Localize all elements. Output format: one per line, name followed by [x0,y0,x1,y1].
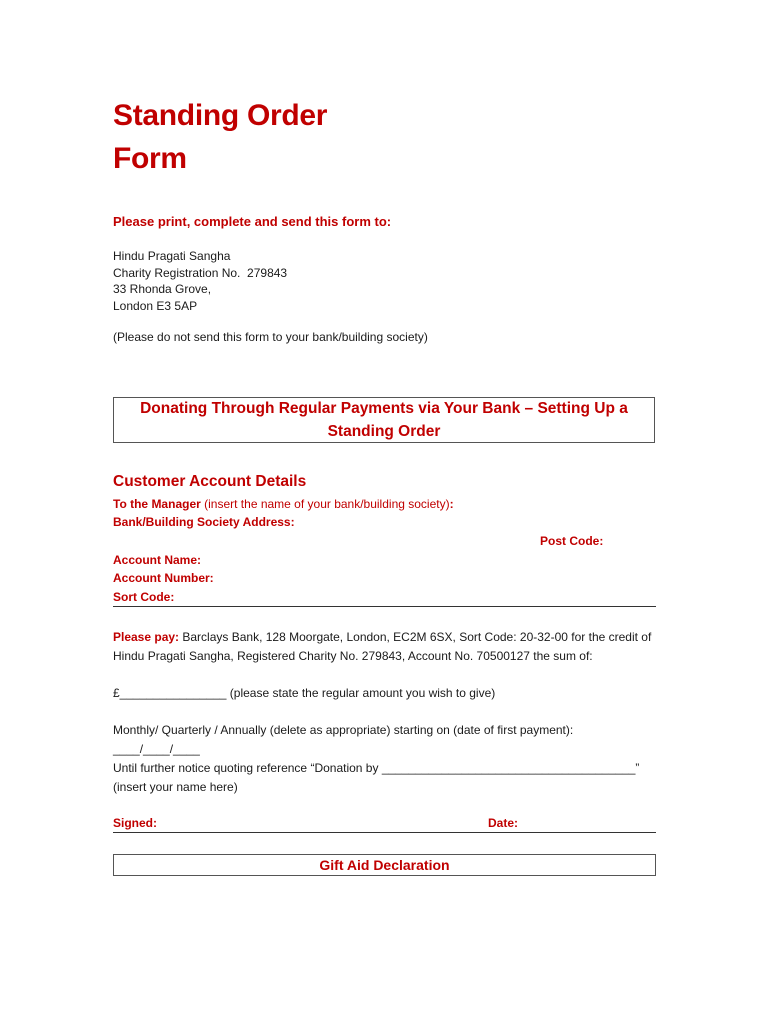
form-title-line-2: Form [113,142,187,175]
gift-aid-heading: Gift Aid Declaration [319,857,450,873]
manager-colon: : [449,497,454,511]
account-details-divider [113,606,656,607]
please-pay-label: Please pay: [113,630,180,644]
reference-line: Until further notice quoting reference “Donation by ______________________________________” (insert your name here) [113,761,640,794]
address-line-3: 33 Rhonda Grove, [113,282,212,296]
bank-address-label: Bank/Building Society Address: [113,515,295,529]
manager-hint: (insert the name of your bank/building society) [200,497,450,511]
form-title-line-1: Standing Order [113,99,328,132]
account-number-label: Account Number: [113,571,214,585]
standing-order-heading: Donating Through Regular Payments via Your Bank – Setting Up a Standing Order [140,400,628,440]
signed-label: Signed: [113,816,157,830]
standing-order-heading-box [113,397,655,443]
address-line-1: Hindu Pragati Sangha [113,249,231,263]
please-pay-text: Barclays Bank, 128 Moorgate, London, EC2M 6SX, Sort Code: 20-32-00 for the credit of Hindu Pragati Sangha, Registered Charity No. 279843, Account No. 70500127 the sum of: [113,630,652,663]
account-name-label: Account Name: [113,553,202,567]
customer-account-details-title: Customer Account Details [113,473,307,490]
frequency-line: Monthly/ Quarterly / Annually (delete as appropriate) starting on (date of first payment): ____/____/____ [113,723,574,756]
gift-aid-heading-box [113,854,656,876]
bank-note: (Please do not send this form to your bank/building society) [113,330,428,344]
sort-code-label: Sort Code: [113,590,175,604]
please-pay-paragraph [113,628,658,666]
manager-label: To the Manager [113,497,201,511]
send-instruction: Please print, complete and send this form to: [113,214,392,229]
form-title [113,94,327,180]
address-line-2: Charity Registration No. 279843 [113,265,288,280]
charity-address [113,248,287,314]
date-label: Date: [488,816,519,830]
address-line-4: London E3 5AP [113,298,198,313]
manager-field [113,497,454,511]
amount-line: £________________ (please state the regular amount you wish to give) [113,686,496,700]
signature-divider [113,832,656,833]
post-code-label: Post Code: [540,534,604,548]
